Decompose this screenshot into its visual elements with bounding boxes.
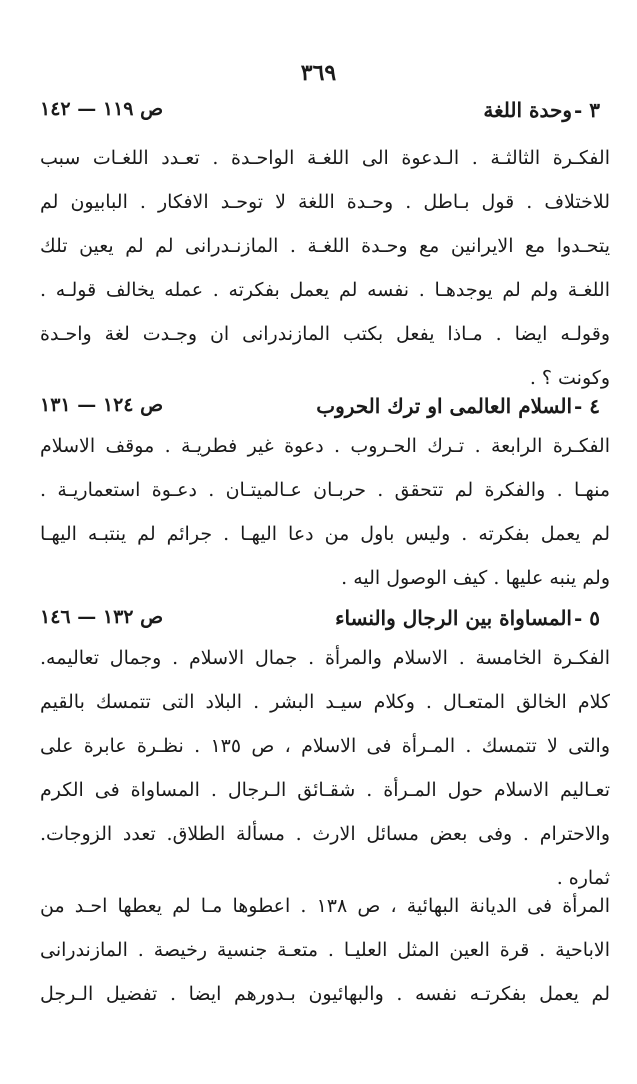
section-title: السلام العالمى او ترك الحروب xyxy=(316,394,572,418)
text-line: الفكـرة الرابعة . تـرك الحـروب . دعوة غير فطريـة . موقف الاسلام xyxy=(40,435,610,457)
text-line: تعـاليم الاسلام حول المـرأة . شقـائق الـرجال . المساواة فى الكرم xyxy=(40,779,610,801)
text-line: لم يعمل بفكرته . وليس باول من دعا اليهـا . جرائم لم ينتبـه اليهـا xyxy=(40,523,610,545)
text-line: لم يعمل بفكرتـه نفسه . والبهائيون بـدورهم ايضا . تفضيل الـرجل xyxy=(40,983,610,1005)
text-line: وقولـه ايضا . مـاذا يفعل بكتب المازندرانى ان وجـدت لغة واحـدة xyxy=(40,323,610,345)
text-line: للاختلاف . قول بـاطل . وحـدة اللغة لا توحـد الافكار . البابيون لم xyxy=(40,191,610,213)
section-number: ٣ - xyxy=(573,98,600,122)
section-page-range: ص ١٢٤ — ١٣١ xyxy=(40,394,164,416)
section-title: المساواة بين الرجال والنساء xyxy=(335,606,572,630)
section-number: ٥ - xyxy=(573,606,600,630)
section-number: ٤ - xyxy=(573,394,600,418)
section-heading xyxy=(40,604,600,638)
text-line: المرأة فى الديانة البهائية ، ص ١٣٨ . اعطوها مـا لم يعطها احـد من xyxy=(40,895,610,917)
text-line: الفكـرة الثالثـة . الـدعوة الى اللغـة الواحـدة . تعـدد اللغـات سبب xyxy=(40,147,610,169)
section-heading xyxy=(40,96,600,130)
section-paragraph xyxy=(40,636,610,900)
text-line: ثماره . xyxy=(556,867,610,889)
text-line: ولم ينبه عليها . كيف الوصول اليه . xyxy=(341,567,610,589)
section-page-range: ص ١٣٢ — ١٤٦ xyxy=(40,606,164,628)
text-line: منهـا . والفكرة لم تتحقق . حربـان عـالميتـان . دعـوة استعماريـة . xyxy=(40,479,610,501)
section-paragraph xyxy=(40,424,610,600)
page-number: ٣٦٩ xyxy=(300,60,337,86)
text-line: الاباحية . قرة العين المثل العليـا . متعـة جنسية رخيصة . المازندرانى xyxy=(40,939,610,961)
text-line: يتحـدوا مع الايرانين مع وحـدة اللغـة . المازنـدرانى لم لم يعين تلك xyxy=(40,235,610,257)
text-line: كلام الخالق المتعـال . وكلام سيـد البشر . البلاد التى تتمسك بالقيم xyxy=(40,691,610,713)
text-line: الفكـرة الخامسة . الاسلام والمرأة . جمال الاسلام . وجمال تعاليمه. xyxy=(40,647,610,669)
section-title: وحدة اللغة xyxy=(483,98,572,122)
text-line: والاحترام . وفى بعض مسائل الارث . مسألة الطلاق. تعدد الزوجات. xyxy=(40,823,610,845)
section-heading xyxy=(40,392,600,426)
section-page-range: ص ١١٩ — ١٤٢ xyxy=(40,98,164,120)
final-paragraph xyxy=(40,884,610,1016)
text-line: اللغـة ولم لم يوجدهـا . نفسه لم يعمل بفكرته . عمله يخالف قولـه . xyxy=(40,279,610,301)
section-paragraph xyxy=(40,136,610,400)
text-line: والتى لا تتمسك . المـرأة فى الاسلام ، ص ١٣٥ . نظـرة عابرة على xyxy=(40,735,610,757)
text-line: وكونت ؟ . xyxy=(529,367,610,389)
